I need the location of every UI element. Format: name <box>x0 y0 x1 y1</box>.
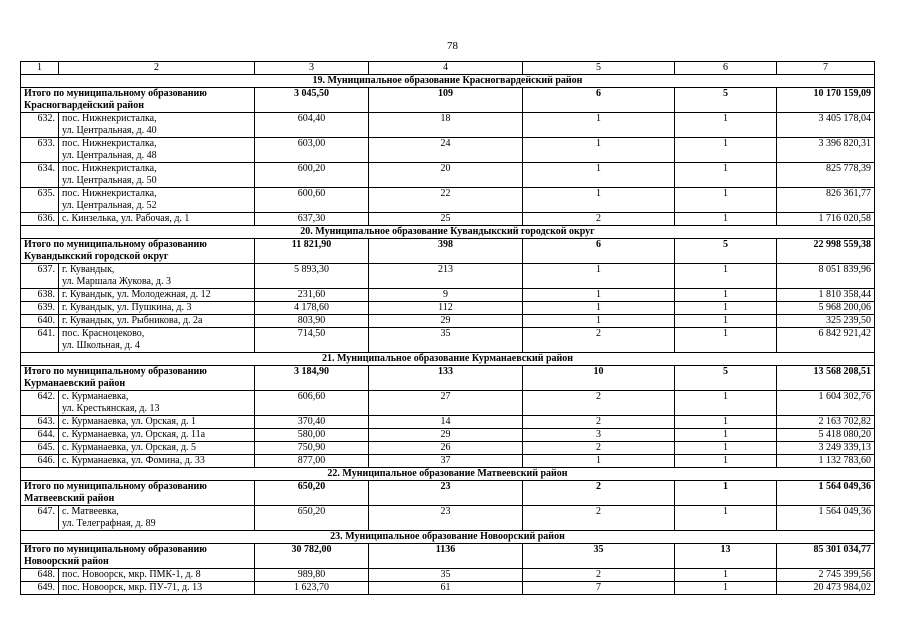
cost: 1 810 358,44 <box>777 289 875 302</box>
address <box>59 582 255 595</box>
total-label <box>21 544 255 569</box>
residents: 213 <box>369 264 523 289</box>
area: 1 623,70 <box>255 582 369 595</box>
address-line: ул. Центральная, д. 48 <box>62 150 157 161</box>
col5-value: 1 <box>523 264 675 289</box>
address-line: с. Матвеевка, <box>62 506 119 517</box>
col6-value: 1 <box>675 289 777 302</box>
row-number: 634. <box>21 163 59 188</box>
total-cost: 10 170 159,09 <box>777 88 875 113</box>
col5-value: 1 <box>523 315 675 328</box>
row-number: 646. <box>21 455 59 468</box>
row-number: 633. <box>21 138 59 163</box>
cost: 1 716 020,58 <box>777 213 875 226</box>
area: 803,90 <box>255 315 369 328</box>
address <box>59 455 255 468</box>
cost: 1 604 302,76 <box>777 391 875 416</box>
area: 714,50 <box>255 328 369 353</box>
address <box>59 163 255 188</box>
row-number: 642. <box>21 391 59 416</box>
residents: 112 <box>369 302 523 315</box>
residents: 26 <box>369 442 523 455</box>
total-col6: 1 <box>675 481 777 506</box>
table-row <box>21 264 875 289</box>
address <box>59 429 255 442</box>
col5-value: 2 <box>523 213 675 226</box>
address-line: ул. Маршала Жукова, д. 3 <box>62 276 171 287</box>
table-row <box>21 442 875 455</box>
area: 600,20 <box>255 163 369 188</box>
cost: 5 968 200,06 <box>777 302 875 315</box>
address-line: с. Курманаевка, <box>62 391 129 402</box>
col6-value: 1 <box>675 264 777 289</box>
address-line: г. Кувандык, ул. Рыбникова, д. 2а <box>62 315 203 326</box>
total-label-line: Кувандыкский городской округ <box>24 251 169 262</box>
section-title-row <box>21 75 875 88</box>
row-number: 648. <box>21 569 59 582</box>
total-cost: 13 568 208,51 <box>777 366 875 391</box>
address-line: с. Курманаевка, ул. Орская, д. 11а <box>62 429 206 440</box>
col6-value: 1 <box>675 328 777 353</box>
row-number: 644. <box>21 429 59 442</box>
address <box>59 188 255 213</box>
address <box>59 328 255 353</box>
residents: 27 <box>369 391 523 416</box>
total-row <box>21 544 875 569</box>
address-line: г. Кувандык, ул. Молодежная, д. 12 <box>62 289 211 300</box>
row-number: 636. <box>21 213 59 226</box>
row-number: 640. <box>21 315 59 328</box>
section-title-row <box>21 468 875 481</box>
area: 603,00 <box>255 138 369 163</box>
total-col6: 5 <box>675 88 777 113</box>
cost: 8 051 839,96 <box>777 264 875 289</box>
address-line: с. Курманаевка, ул. Орская, д. 5 <box>62 442 197 453</box>
address <box>59 289 255 302</box>
residents: 61 <box>369 582 523 595</box>
residents: 35 <box>369 569 523 582</box>
address-line: ул. Школьная, д. 4 <box>62 340 140 351</box>
residents: 24 <box>369 138 523 163</box>
address <box>59 315 255 328</box>
total-row <box>21 239 875 264</box>
row-number: 638. <box>21 289 59 302</box>
column-header: 5 <box>523 62 675 75</box>
address <box>59 442 255 455</box>
section-title: 23. Муниципальное образование Новоорский район <box>21 531 875 544</box>
col5-value: 2 <box>523 569 675 582</box>
address-line: пос. Красноцеково, <box>62 328 145 339</box>
row-number: 641. <box>21 328 59 353</box>
residents: 29 <box>369 315 523 328</box>
row-number: 643. <box>21 416 59 429</box>
section-title: 19. Муниципальное образование Красногвардейский район <box>21 75 875 88</box>
housing-table <box>20 61 875 595</box>
address <box>59 264 255 289</box>
col6-value: 1 <box>675 302 777 315</box>
table-row <box>21 113 875 138</box>
col6-value: 1 <box>675 113 777 138</box>
total-cost: 1 564 049,36 <box>777 481 875 506</box>
page-number: 78 <box>447 40 458 52</box>
total-area: 3 045,50 <box>255 88 369 113</box>
row-number: 647. <box>21 506 59 531</box>
address <box>59 506 255 531</box>
total-residents: 1136 <box>369 544 523 569</box>
address <box>59 391 255 416</box>
area: 637,30 <box>255 213 369 226</box>
col5-value: 2 <box>523 391 675 416</box>
area: 877,00 <box>255 455 369 468</box>
address-line: ул. Телеграфная, д. 89 <box>62 518 156 529</box>
area: 231,60 <box>255 289 369 302</box>
total-label <box>21 88 255 113</box>
total-row <box>21 88 875 113</box>
table-row <box>21 163 875 188</box>
area: 370,40 <box>255 416 369 429</box>
residents: 29 <box>369 429 523 442</box>
row-number: 635. <box>21 188 59 213</box>
address-line: пос. Нижнекристалка, <box>62 113 157 124</box>
col5-value: 1 <box>523 188 675 213</box>
table-row <box>21 416 875 429</box>
col6-value: 1 <box>675 429 777 442</box>
address-line: г. Кувандык, ул. Пушкина, д. 3 <box>62 302 192 313</box>
total-label-line: Новоорский район <box>24 556 109 567</box>
cost: 1 564 049,36 <box>777 506 875 531</box>
table-row <box>21 569 875 582</box>
col5-value: 2 <box>523 328 675 353</box>
column-header: 4 <box>369 62 523 75</box>
cost: 1 132 783,60 <box>777 455 875 468</box>
residents: 22 <box>369 188 523 213</box>
col6-value: 1 <box>675 391 777 416</box>
address <box>59 302 255 315</box>
col5-value: 1 <box>523 289 675 302</box>
total-col6: 13 <box>675 544 777 569</box>
column-header: 3 <box>255 62 369 75</box>
table-row <box>21 315 875 328</box>
total-area: 650,20 <box>255 481 369 506</box>
address <box>59 416 255 429</box>
col5-value: 2 <box>523 442 675 455</box>
table-row <box>21 302 875 315</box>
row-number: 639. <box>21 302 59 315</box>
col6-value: 1 <box>675 188 777 213</box>
col5-value: 3 <box>523 429 675 442</box>
area: 4 178,60 <box>255 302 369 315</box>
area: 650,20 <box>255 506 369 531</box>
total-cost: 85 301 034,77 <box>777 544 875 569</box>
area: 750,90 <box>255 442 369 455</box>
total-col5: 6 <box>523 239 675 264</box>
section-title-row <box>21 353 875 366</box>
address-line: ул. Центральная, д. 52 <box>62 200 157 211</box>
cost: 6 842 921,42 <box>777 328 875 353</box>
total-residents: 109 <box>369 88 523 113</box>
address-line: с. Курманаевка, ул. Орская, д. 1 <box>62 416 197 427</box>
cost: 325 239,50 <box>777 315 875 328</box>
total-col6: 5 <box>675 239 777 264</box>
cost: 825 778,39 <box>777 163 875 188</box>
cost: 3 396 820,31 <box>777 138 875 163</box>
total-area: 11 821,90 <box>255 239 369 264</box>
col6-value: 1 <box>675 163 777 188</box>
total-col5: 35 <box>523 544 675 569</box>
total-label <box>21 481 255 506</box>
residents: 9 <box>369 289 523 302</box>
total-label-line: Курманаевский район <box>24 378 126 389</box>
area: 989,80 <box>255 569 369 582</box>
table-body <box>21 62 875 595</box>
table-row <box>21 391 875 416</box>
total-residents: 133 <box>369 366 523 391</box>
col6-value: 1 <box>675 442 777 455</box>
area: 600,60 <box>255 188 369 213</box>
table-row <box>21 328 875 353</box>
col6-value: 1 <box>675 315 777 328</box>
col5-value: 7 <box>523 582 675 595</box>
cost: 2 745 399,56 <box>777 569 875 582</box>
col6-value: 1 <box>675 569 777 582</box>
col6-value: 1 <box>675 213 777 226</box>
total-cost: 22 998 559,38 <box>777 239 875 264</box>
cost: 826 361,77 <box>777 188 875 213</box>
total-col5: 6 <box>523 88 675 113</box>
column-header: 1 <box>21 62 59 75</box>
row-number: 645. <box>21 442 59 455</box>
row-number: 649. <box>21 582 59 595</box>
column-header-row <box>21 62 875 75</box>
residents: 37 <box>369 455 523 468</box>
address-line: с. Кинзелька, ул. Рабочая, д. 1 <box>62 213 190 224</box>
address <box>59 113 255 138</box>
residents: 23 <box>369 506 523 531</box>
table-row <box>21 455 875 468</box>
row-number: 637. <box>21 264 59 289</box>
address-line: пос. Новоорск, мкр. ПУ-71, д. 13 <box>62 582 203 593</box>
address <box>59 138 255 163</box>
total-label-line: Итого по муниципальному образованию <box>24 481 207 492</box>
address-line: ул. Центральная, д. 40 <box>62 125 157 136</box>
address <box>59 213 255 226</box>
address-line: ул. Крестьянская, д. 13 <box>62 403 160 414</box>
address-line: ул. Центральная, д. 50 <box>62 175 157 186</box>
total-area: 3 184,90 <box>255 366 369 391</box>
address-line: пос. Нижнекристалка, <box>62 138 157 149</box>
area: 5 893,30 <box>255 264 369 289</box>
table-row <box>21 429 875 442</box>
col5-value: 1 <box>523 302 675 315</box>
cost: 3 405 178,04 <box>777 113 875 138</box>
area: 604,40 <box>255 113 369 138</box>
section-title: 22. Муниципальное образование Матвеевский район <box>21 468 875 481</box>
total-label <box>21 239 255 264</box>
col5-value: 1 <box>523 455 675 468</box>
table-row <box>21 138 875 163</box>
column-header: 6 <box>675 62 777 75</box>
total-label <box>21 366 255 391</box>
total-row <box>21 366 875 391</box>
total-label-line: Итого по муниципальному образованию <box>24 88 207 99</box>
table-row <box>21 506 875 531</box>
address-line: пос. Новоорск, мкр. ПМК-1, д. 8 <box>62 569 201 580</box>
section-title-row <box>21 531 875 544</box>
col5-value: 2 <box>523 416 675 429</box>
total-residents: 23 <box>369 481 523 506</box>
residents: 20 <box>369 163 523 188</box>
col5-value: 1 <box>523 163 675 188</box>
table-row <box>21 213 875 226</box>
table-row <box>21 582 875 595</box>
cost: 5 418 080,20 <box>777 429 875 442</box>
residents: 14 <box>369 416 523 429</box>
total-label-line: Итого по муниципальному образованию <box>24 239 207 250</box>
residents: 25 <box>369 213 523 226</box>
cost: 20 473 984,02 <box>777 582 875 595</box>
total-label-line: Итого по муниципальному образованию <box>24 544 207 555</box>
total-col5: 10 <box>523 366 675 391</box>
address-line: пос. Нижнекристалка, <box>62 188 157 199</box>
address-line: пос. Нижнекристалка, <box>62 163 157 174</box>
row-number: 632. <box>21 113 59 138</box>
column-header: 7 <box>777 62 875 75</box>
total-col5: 2 <box>523 481 675 506</box>
total-area: 30 782,00 <box>255 544 369 569</box>
cost: 2 163 702,82 <box>777 416 875 429</box>
residents: 35 <box>369 328 523 353</box>
col6-value: 1 <box>675 455 777 468</box>
address-line: г. Кувандык, <box>62 264 115 275</box>
section-title: 20. Муниципальное образование Кувандыкский городской округ <box>21 226 875 239</box>
total-col6: 5 <box>675 366 777 391</box>
col5-value: 1 <box>523 113 675 138</box>
table-row <box>21 289 875 302</box>
col6-value: 1 <box>675 416 777 429</box>
address <box>59 569 255 582</box>
cost: 3 249 339,13 <box>777 442 875 455</box>
col6-value: 1 <box>675 582 777 595</box>
column-header: 2 <box>59 62 255 75</box>
col6-value: 1 <box>675 506 777 531</box>
table-row <box>21 188 875 213</box>
area: 580,00 <box>255 429 369 442</box>
total-label-line: Красногвардейский район <box>24 100 144 111</box>
col6-value: 1 <box>675 138 777 163</box>
residents: 18 <box>369 113 523 138</box>
section-title: 21. Муниципальное образование Курманаевский район <box>21 353 875 366</box>
total-label-line: Итого по муниципальному образованию <box>24 366 207 377</box>
total-residents: 398 <box>369 239 523 264</box>
total-row <box>21 481 875 506</box>
address-line: с. Курманаевка, ул. Фомина, д. 33 <box>62 455 205 466</box>
col5-value: 1 <box>523 138 675 163</box>
section-title-row <box>21 226 875 239</box>
total-label-line: Матвеевский район <box>24 493 115 504</box>
col5-value: 2 <box>523 506 675 531</box>
area: 606,60 <box>255 391 369 416</box>
